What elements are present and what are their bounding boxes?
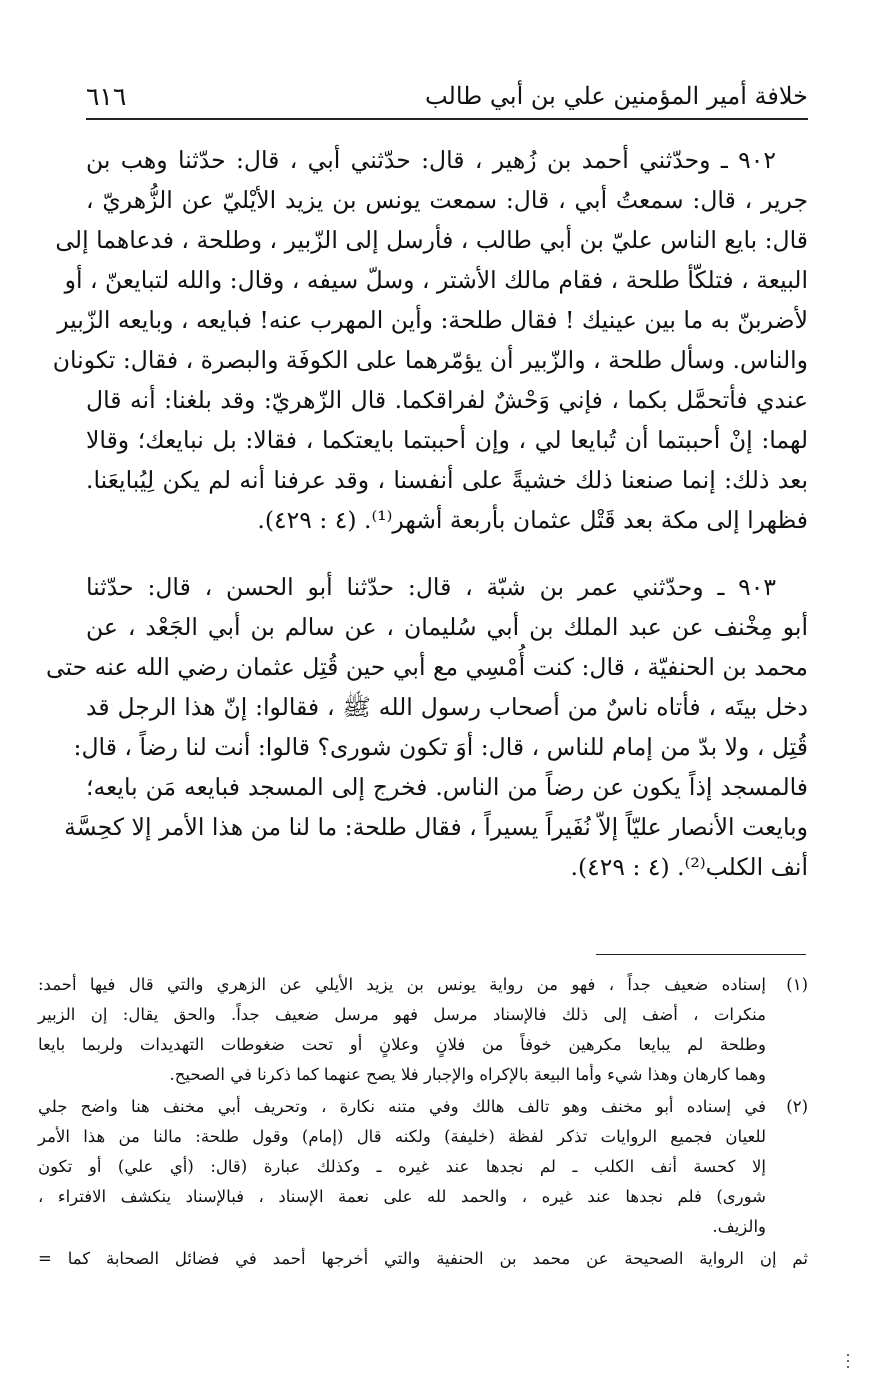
footnote-line: إلا كحسة أنف الكلب ـ لم نجدها عند غيره ـ وكذلك عبارة (قال: (أي علي) أو تكون (38, 1157, 766, 1176)
footnote-line: منكرات ، أضف إلى ذلك فالإسناد مرسل فهو مرسل ضعيف جداً. والحق يقال: إن الزبير (38, 1005, 766, 1024)
narration-903 (45, 567, 808, 887)
footnote-line: إسناده ضعيف جداً ، فهو من رواية يونس بن يزيد الأيلي عن الزهري والتي قال فيها أحمد: (38, 975, 766, 994)
text-line: دخل بيتَه ، فأتاه ناسٌ من أصحاب رسول الله ﷺ ، فقالوا: إنّ هذا الرجل قد (86, 693, 808, 721)
margin-dots (846, 1350, 849, 1370)
footnote-line: في إسناده أبو مخنف وهو تالف هالك وفي متنه نكارة ، وتحريف أبي مخنف هنا واضح جلي (38, 1097, 766, 1116)
footnote-2 (38, 1092, 808, 1242)
text-line: لأضربنّ به ما بين عينيك ! فقال طلحة: وأين المهرب عنه! فبايعه ، وبايعه الزّبير (57, 306, 808, 334)
text-line: عندي فأتحمَّل بكما ، فإني وَحْشٌ لفراقكما. قال الزّهريّ: وقد بلغنا: أنه قال (86, 386, 808, 414)
footnote-continuation-line: ثم إن الرواية الصحيحة عن محمد بن الحنفية والتي أخرجها أحمد في فضائل الصحابة كما = (38, 1249, 808, 1268)
text-line: ٩٠٢ ـ وحدّثني أحمد بن زُهير ، قال: حدّثني أبي ، قال: حدّثنا وهب بن (86, 146, 776, 174)
page-number: ٦١٦ (86, 82, 127, 111)
footnote-number: (١) (786, 975, 808, 994)
footnote-separator (596, 954, 806, 955)
text-line: قُتِل ، ولا بدّ من إمام للناس ، قال: أوَ تكون شورى؟ قالوا: أنت لنا رضاً ، قال: (73, 733, 808, 761)
footnote-line: وهما كارهان وهذا شيء وأما البيعة بالإكراه والإجبار فلا يصح عنهما كما ذكرنا في الصحيح. (169, 1065, 766, 1084)
narration-902 (52, 140, 808, 540)
footnote-number: (٢) (786, 1097, 808, 1116)
text-line: والناس. وسأل طلحة ، والزّبير أن يؤمّرهما على الكوفَة والبصرة ، فقال: تكونان (52, 346, 808, 374)
footnote-line: وطلحة لم يبايعا مكرهين خوفاً من فلانٍ وعلانٍ أو تحت ضغوطات التهديدات ولربما بايعا (38, 1035, 766, 1054)
text-line: لهما: إنْ أحببتما أن تُبايعا لي ، وإن أحببتما بايعتكما ، فقالا: بل نبايعك؛ وقالا (86, 426, 808, 454)
text-line: وبايعت الأنصار عليّاً إلاّ نُفَيراً يسيراً ، فقال طلحة: ما لنا من هذا الأمر إلا كحِسَّة (64, 813, 808, 841)
text-line: ٩٠٣ ـ وحدّثني عمر بن شبّة ، قال: حدّثنا أبو الحسن ، قال: حدّثنا (86, 573, 776, 601)
footnotes (38, 970, 808, 1274)
text-line: أنف الكلب⁽²⁾. (٤ : ٤٢٩). (570, 853, 808, 881)
main-text (45, 140, 808, 887)
footnote-continuation (38, 1244, 808, 1274)
footnote-line: للعيان فجميع الروايات تذكر لفظة (خليفة) ولكنه قال (إمام) وقول طلحة: مالنا من هذا الأمر (38, 1127, 766, 1146)
text-line: فظهرا إلى مكة بعد قَتْل عثمان بأربعة أشهر⁽¹⁾. (٤ : ٤٢٩). (257, 506, 808, 534)
text-line: أبو مِخْنف عن عبد الملك بن أبي سُليمان ، عن سالم بن أبي الجَعْد ، عن (86, 613, 808, 641)
running-title: خلافة أمير المؤمنين علي بن أبي طالب (424, 82, 808, 110)
text-line: محمد بن الحنفيّة ، قال: كنت أُمْسِي مع أبي حين قُتِل عثمان رضي الله عنه حتى (45, 653, 808, 681)
text-line: جرير ، قال: سمعتُ أبي ، قال: سمعت يونس بن يزيد الأيْليّ عن الزُّهريّ ، (86, 186, 808, 214)
text-line: بعد ذلك: إنما صنعنا ذلك خشيةً على أنفسنا ، وقد عرفنا أنه لم يكن لِيُبايعَنا. (86, 466, 808, 494)
running-header (86, 78, 808, 120)
text-line: فالمسجد إذاً يكون عن رضاً من الناس. فخرج إلى المسجد فبايعه مَن بايعه؛ (86, 773, 808, 801)
footnote-line: والزيف. (712, 1217, 766, 1236)
footnote-line: شورى) فلم نجدها عند غيره ، والحمد لله على نعمة الإسناد ، فبالإسناد ينكشف الافتراء ، (38, 1187, 766, 1206)
footnote-1 (38, 970, 808, 1090)
text-line: البيعة ، فتلكّأ طلحة ، فقام مالك الأشتر ، وسلّ سيفه ، وقال: والله لتبايعنّ ، أو (64, 266, 808, 294)
text-line: قال: بايع الناس عليّ بن أبي طالب ، فأرسل إلى الزّبير ، وطلحة ، فدعاهما إلى (55, 226, 808, 254)
